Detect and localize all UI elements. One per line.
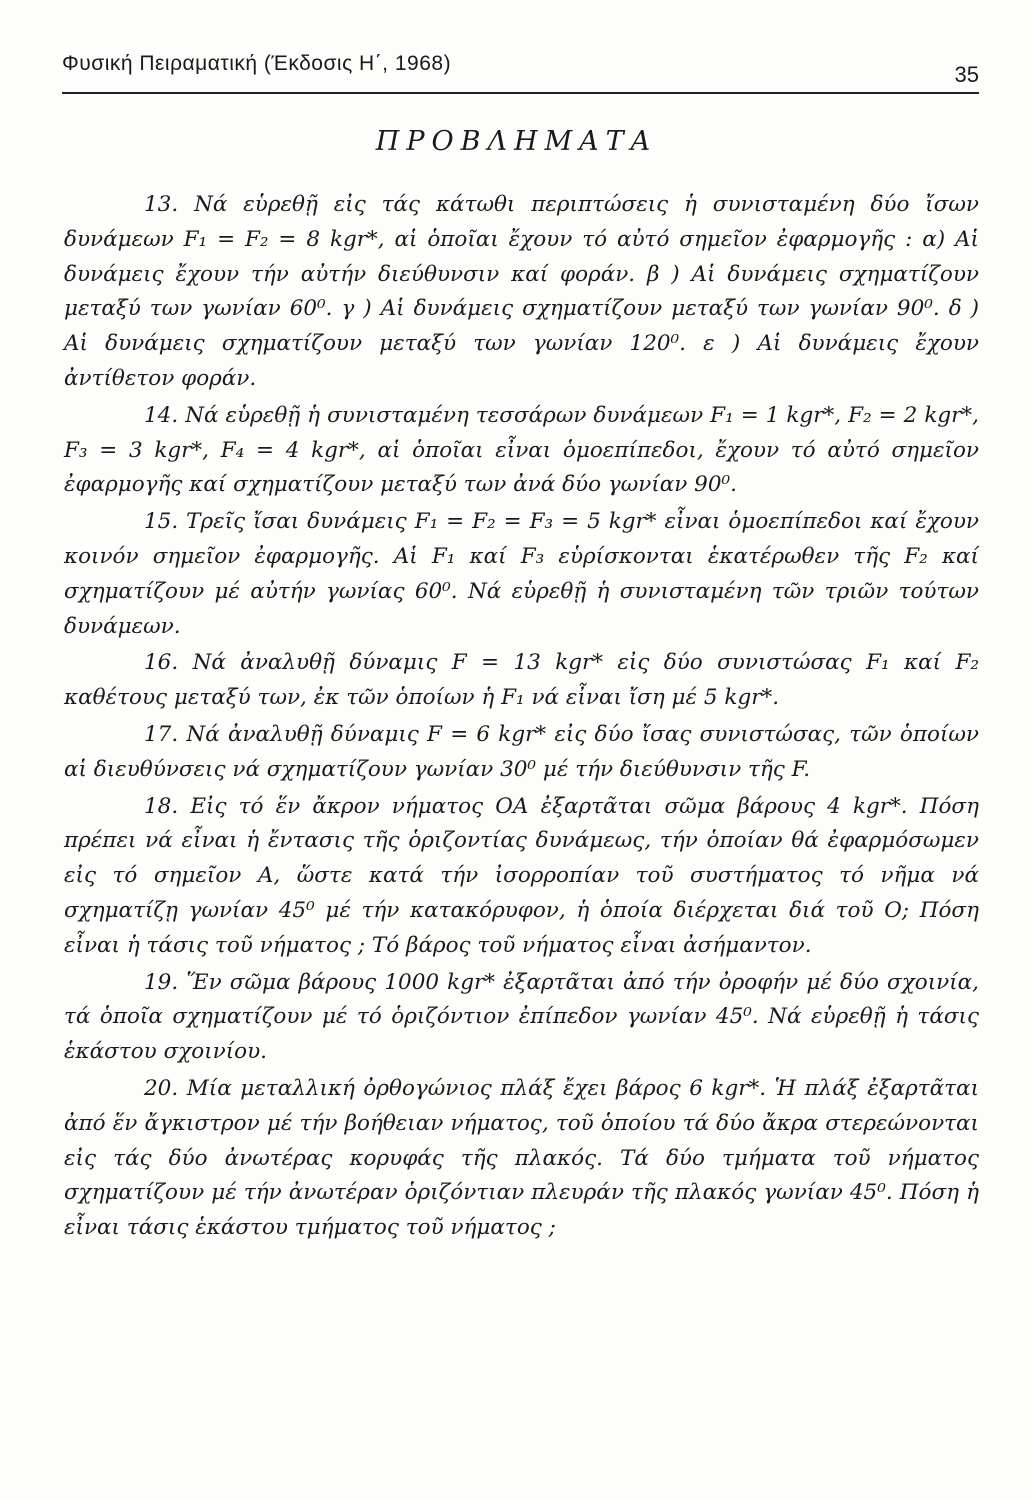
problem-text: Ἕν σῶμα βάρους 1000 kgr* ἐξαρτᾶται ἀπό τήν ὀροφήν μέ δύο σχοινία, τά ὁποῖα σχηματίζουν μέ τό ὁριζόντιον ἐπίπεδον γωνίαν 45⁰. Νά εὑρεθῇ ἡ τάσις ἑκάστου σχοινίου. <box>64 969 979 1065</box>
problem-number: 16. <box>144 650 179 676</box>
problem-number: 14. <box>144 402 179 428</box>
problem-13 <box>64 188 979 397</box>
problem-text: Τρεῖς ἴσαι δυνάμεις F₁ = F₂ = F₃ = 5 kgr* εἶναι ὁμοεπίπεδοι καί ἔχουν κοινόν σημεῖον ἐφαρμογῆς. Αἱ F₁ καί F₃ εὑρίσκονται ἑκατέρωθεν τῆς F₂ καί σχηματίζουν μέ αὐτήν γωνίας 60⁰. Νά εὑρεθῇ ἡ συνισταμένη τῶν τριῶν τούτων δυνάμεων. <box>64 509 979 639</box>
problems-list <box>64 188 979 1248</box>
running-title: Φυσική Πειραματική (Έκδοσις Η΄, 1968) <box>62 52 452 75</box>
page-header <box>62 44 979 94</box>
problem-number: 13. <box>144 192 179 217</box>
problem-text: Νά εὑρεθῇ εἰς τάς κάτωθι περιπτώσεις ἡ συνισταμένη δύο ἴσων δυνάμεων F₁ = F₂ = 8 kgr*, αἱ ὁποῖαι ἔχουν τό αὐτό σημεῖον ἐφαρμογῆς : α) Αἱ δυνάμεις ἔχουν τήν αὐτήν διεύθυνσιν καί φοράν. β ) Αἱ δυνάμεις σχηματίζουν μεταξύ των γωνίαν 60⁰. γ ) Αἱ δυνάμεις σχηματίζουν μεταξύ των γωνίαν 90⁰. δ ) Αἱ δυνάμεις σχηματίζουν μεταξύ των γωνίαν 120⁰. ε ) Αἱ δυνάμεις ἔχουν ἀντίθετον φοράν. <box>64 192 979 391</box>
problem-text: Νά ἀναλυθῇ δύναμις F = 13 kgr* εἰς δύο συνιστώσας F₁ καί F₂ καθέτους μεταξύ των, ἐκ τῶν ὁποίων ἡ F₁ νά εἶναι ἴση μέ 5 kgr*. <box>64 650 979 711</box>
problem-number: 15. <box>144 509 179 535</box>
problem-19 <box>64 966 979 1070</box>
page-number: 35 <box>954 62 979 87</box>
problem-14 <box>64 399 979 503</box>
problem-number: 18. <box>144 793 179 819</box>
problem-text: Νά ἀναλυθῇ δύναμις F = 6 kgr* εἰς δύο ἴσας συνιστώσας, τῶν ὁποίων αἱ διευθύνσεις νά σχηματίζουν γωνίαν 30⁰ μέ τήν διεύθυνσιν τῆς F. <box>64 721 979 782</box>
problem-17 <box>64 718 979 788</box>
problem-number: 19. <box>144 969 179 995</box>
problem-15 <box>64 505 979 644</box>
problem-number: 17. <box>144 721 179 747</box>
problem-20 <box>64 1072 979 1246</box>
problem-16 <box>64 646 979 716</box>
section-title: ΠΡΟΒΛΗΜΑΤΑ <box>375 126 658 157</box>
problem-text: Μία μεταλλική ὀρθογώνιος πλάξ ἔχει βάρος 6 kgr*. Ἡ πλάξ ἐξαρτᾶται ἀπό ἕν ἄγκιστρον μέ τήν βοήθειαν νήματος, τοῦ ὁποίου τά δύο ἄκρα στερεώνονται εἰς τάς δύο ἀνωτέρας κορυφάς τῆς πλακός. Τά δύο τμήματα τοῦ νήματος σχηματίζουν μέ τήν ἀνωτέραν ὁριζόντιαν πλευράν τῆς πλακός γωνίαν 45⁰. Πόση ἡ εἶναι τάσις ἑκάστου τμήματος τοῦ νήματος ; <box>64 1075 979 1241</box>
problem-number: 20. <box>144 1075 179 1101</box>
problem-text: Εἰς τό ἕν ἄκρον νήματος ΟΑ ἐξαρτᾶται σῶμα βάρους 4 kgr*. Πόση πρέπει νά εἶναι ἡ ἔντασις τῆς ὁριζοντίας δυνάμεως, τήν ὁποίαν θά ἐφαρμόσωμεν εἰς τό σημεῖον Α, ὥστε κατά τήν ἰσορροπίαν τοῦ συστήματος τό νῆμα νά σχηματίζῃ γωνίαν 45⁰ μέ τήν κατακόρυφον, ἡ ὁποία διέρχεται διά τοῦ Ο; Πόση εἶναι ἡ τάσις τοῦ νήματος ; Τό βάρος τοῦ νήματος εἶναι ἀσήμαντον. <box>64 793 979 958</box>
problem-text: Νά εὑρεθῇ ἡ συνισταμένη τεσσάρων δυνάμεων F₁ = 1 kgr*, F₂ = 2 kgr*, F₃ = 3 kgr*, F₄ = 4 kgr*, αἱ ὁποῖαι εἶναι ὁμοεπίπεδοι, ἔχουν τό αὐτό σημεῖον ἐφαρμογῆς καί σχηματίζουν μεταξύ των ἀνά δύο γωνίαν 90⁰. <box>64 402 979 498</box>
problem-18 <box>64 790 979 964</box>
